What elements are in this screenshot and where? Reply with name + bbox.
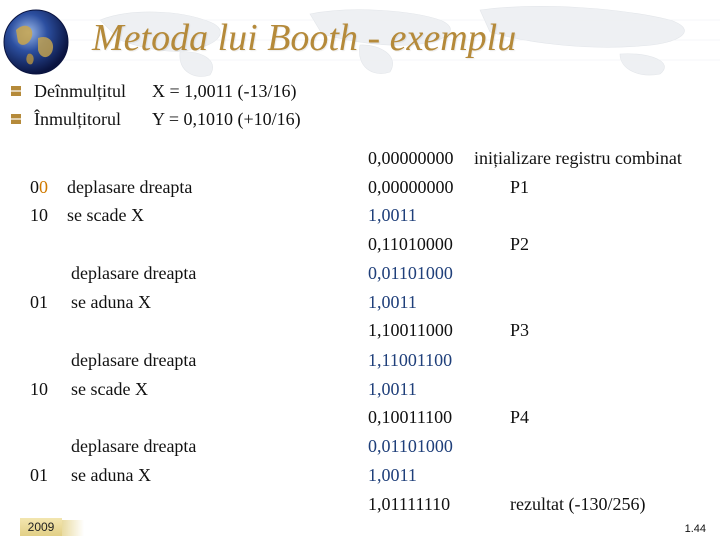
bit-pair: 01: [30, 292, 48, 312]
step-result: 0,00000000: [368, 177, 454, 197]
step-action: se aduna X: [71, 465, 151, 485]
step-result: 0,01101000: [368, 263, 453, 283]
step-tag: P1: [510, 177, 530, 197]
footer-decoration: [62, 520, 84, 536]
step-action: deplasare dreapta: [71, 350, 197, 370]
step-action: deplasare dreapta: [71, 263, 197, 283]
multiplier-label: Înmulțitorul: [34, 109, 121, 129]
square-bullet-icon: [10, 84, 22, 98]
bit-pair: 10: [30, 205, 48, 225]
final-result: 1,01111110: [368, 494, 451, 514]
bit-pair: 01: [30, 465, 48, 485]
step-result: 1,10011000: [368, 320, 453, 340]
step-tag: P3: [510, 320, 530, 340]
step-action: deplasare dreapta: [67, 177, 193, 197]
step-tag: P2: [510, 234, 530, 254]
step-tag: P4: [510, 407, 530, 427]
multiplier-value: Y = 0,1010 (+10/16): [152, 109, 301, 129]
step-result: 1,0011: [368, 292, 417, 312]
step-result: 0,01101000: [368, 436, 453, 456]
step-result: 1,11001100: [368, 350, 453, 370]
step-action: se scade X: [67, 205, 144, 225]
page-number: 1.44: [684, 523, 706, 535]
bit-pair: 00: [30, 177, 48, 197]
init-note: inițializare registru combinat: [474, 148, 682, 168]
multiplicand-label: Deînmulțitul: [34, 81, 126, 101]
init-value: 0,00000000: [368, 148, 454, 168]
step-result: 0,10011100: [368, 407, 453, 427]
step-result: 0,11010000: [368, 234, 453, 254]
final-result-tag: rezultat (-130/256): [510, 494, 646, 514]
bit-pair: 10: [30, 379, 48, 399]
footer-year: 2009: [20, 518, 62, 536]
step-result: 1,0011: [368, 205, 417, 225]
page-title: Metoda lui Booth - exemplu: [92, 17, 517, 59]
step-action: se scade X: [71, 379, 148, 399]
step-result: 1,0011: [368, 379, 417, 399]
square-bullet-icon: [10, 112, 22, 126]
multiplicand-value: X = 1,0011 (-13/16): [152, 81, 297, 101]
step-action: se aduna X: [71, 292, 151, 312]
globe-icon: [2, 8, 70, 76]
step-action: deplasare dreapta: [71, 436, 197, 456]
step-result: 1,0011: [368, 465, 417, 485]
